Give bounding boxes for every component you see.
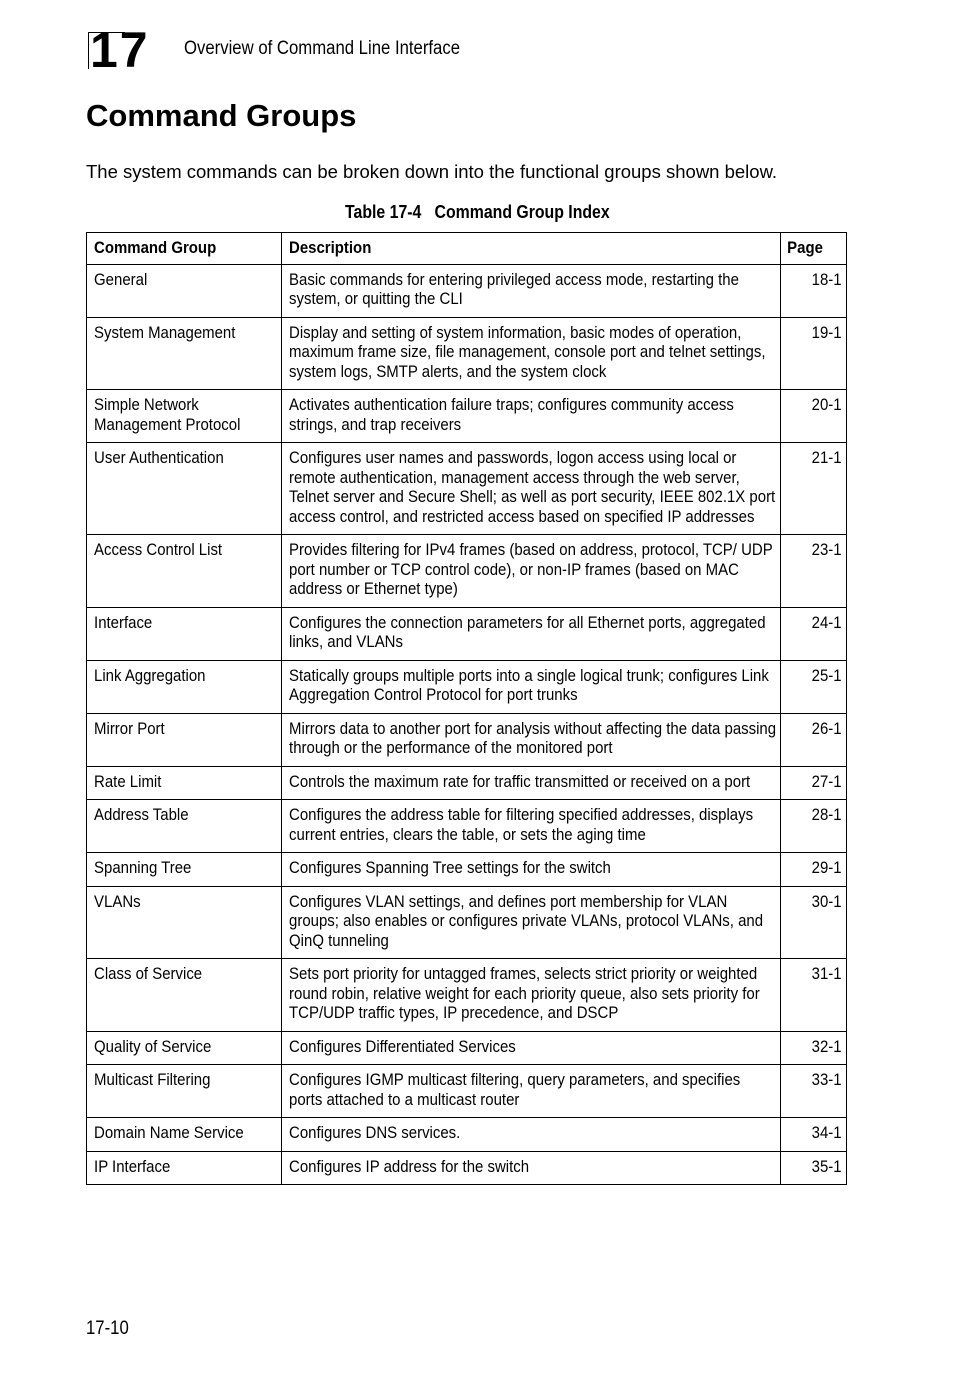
table-row <box>87 853 847 887</box>
command-group-table <box>86 232 847 1185</box>
header-page: Page <box>781 233 847 265</box>
cell-command-group: Mirror Port <box>87 713 282 766</box>
table-row <box>87 317 847 390</box>
table-row <box>87 1118 847 1152</box>
chapter-title: Overview of Command Line Interface <box>184 38 461 59</box>
table-row <box>87 1151 847 1185</box>
table-row <box>87 443 847 535</box>
cell-page: 18-1 <box>781 264 847 317</box>
cell-command-group: Quality of Service <box>87 1031 282 1065</box>
cell-description: Basic commands for entering privileged access mode, restarting the system, or quitting the CLI <box>282 264 781 317</box>
table-header-row <box>87 233 847 265</box>
table-row <box>87 959 847 1032</box>
cell-command-group: User Authentication <box>87 443 282 535</box>
cell-description: Configures Differentiated Services <box>282 1031 781 1065</box>
cell-description: Configures DNS services. <box>282 1118 781 1152</box>
cell-description: Activates authentication failure traps; configures community access strings, and trap receivers <box>282 390 781 443</box>
table-row <box>87 1031 847 1065</box>
cell-command-group: General <box>87 264 282 317</box>
table-row <box>87 766 847 800</box>
table-body <box>87 264 847 1185</box>
cell-command-group: IP Interface <box>87 1151 282 1185</box>
cell-page: 21-1 <box>781 443 847 535</box>
chapter-number: 17 <box>90 22 150 78</box>
cell-page: 34-1 <box>781 1118 847 1152</box>
page-title: Command Groups <box>86 98 357 133</box>
cell-description: Configures Spanning Tree settings for the switch <box>282 853 781 887</box>
page-number: 17-10 <box>86 1318 129 1339</box>
cell-page: 24-1 <box>781 607 847 660</box>
cell-command-group: Interface <box>87 607 282 660</box>
cell-page: 19-1 <box>781 317 847 390</box>
intro-paragraph: The system commands can be broken down into the functional groups shown below. <box>86 161 778 182</box>
table-row <box>87 535 847 608</box>
table-row <box>87 886 847 959</box>
cell-command-group: Simple Network Management Protocol <box>87 390 282 443</box>
table-row <box>87 390 847 443</box>
cell-command-group: Spanning Tree <box>87 853 282 887</box>
cell-page: 33-1 <box>781 1065 847 1118</box>
cell-description: Display and setting of system information, basic modes of operation, maximum frame size, file management, console port and telnet settings, system logs, SMTP alerts, and the system clock <box>282 317 781 390</box>
cell-page: 32-1 <box>781 1031 847 1065</box>
cell-description: Provides filtering for IPv4 frames (based on address, protocol, TCP/ UDP port number or TCP control code), or non-IP frames (based on MAC address or Ethernet type) <box>282 535 781 608</box>
cell-description: Configures user names and passwords, logon access using local or remote authentication, management access through the web server, Telnet server and Secure Shell; as well as port security, IEEE 802.1X port access control, and restricted access based on specified IP addresses <box>282 443 781 535</box>
cell-page: 20-1 <box>781 390 847 443</box>
cell-command-group: Access Control List <box>87 535 282 608</box>
cell-command-group: Class of Service <box>87 959 282 1032</box>
cell-description: Sets port priority for untagged frames, selects strict priority or weighted round robin, relative weight for each priority queue, also sets priority for TCP/UDP traffic types, IP precedence, and DSCP <box>282 959 781 1032</box>
cell-page: 25-1 <box>781 660 847 713</box>
cell-description: Mirrors data to another port for analysis without affecting the data passing through or the performance of the monitored port <box>282 713 781 766</box>
cell-command-group: VLANs <box>87 886 282 959</box>
cell-description: Configures IGMP multicast filtering, query parameters, and specifies ports attached to a multicast router <box>282 1065 781 1118</box>
cell-page: 29-1 <box>781 853 847 887</box>
cell-description: Controls the maximum rate for traffic transmitted or received on a port <box>282 766 781 800</box>
cell-description: Configures IP address for the switch <box>282 1151 781 1185</box>
cell-command-group: Link Aggregation <box>87 660 282 713</box>
cell-command-group: Domain Name Service <box>87 1118 282 1152</box>
table-row <box>87 660 847 713</box>
header-command-group: Command Group <box>87 233 282 265</box>
cell-page: 27-1 <box>781 766 847 800</box>
table-row <box>87 800 847 853</box>
cell-command-group: Rate Limit <box>87 766 282 800</box>
cell-page: 30-1 <box>781 886 847 959</box>
header-description: Description <box>282 233 781 265</box>
cell-description: Configures the connection parameters for all Ethernet ports, aggregated links, and VLANs <box>282 607 781 660</box>
cell-page: 23-1 <box>781 535 847 608</box>
cell-description: Statically groups multiple ports into a single logical trunk; configures Link Aggregation Control Protocol for port trunks <box>282 660 781 713</box>
table-row <box>87 1065 847 1118</box>
cell-page: 26-1 <box>781 713 847 766</box>
cell-command-group: Address Table <box>87 800 282 853</box>
table-row <box>87 264 847 317</box>
table-caption: Table 17-4 Command Group Index <box>344 202 610 222</box>
cell-command-group: System Management <box>87 317 282 390</box>
cell-page: 31-1 <box>781 959 847 1032</box>
cell-command-group: Multicast Filtering <box>87 1065 282 1118</box>
table-row <box>87 607 847 660</box>
cell-description: Configures the address table for filtering specified addresses, displays current entries, clears the table, or sets the aging time <box>282 800 781 853</box>
table-row <box>87 713 847 766</box>
cell-description: Configures VLAN settings, and defines port membership for VLAN groups; also enables or configures private VLANs, protocol VLANs, and QinQ tunneling <box>282 886 781 959</box>
cell-page: 35-1 <box>781 1151 847 1185</box>
cell-page: 28-1 <box>781 800 847 853</box>
